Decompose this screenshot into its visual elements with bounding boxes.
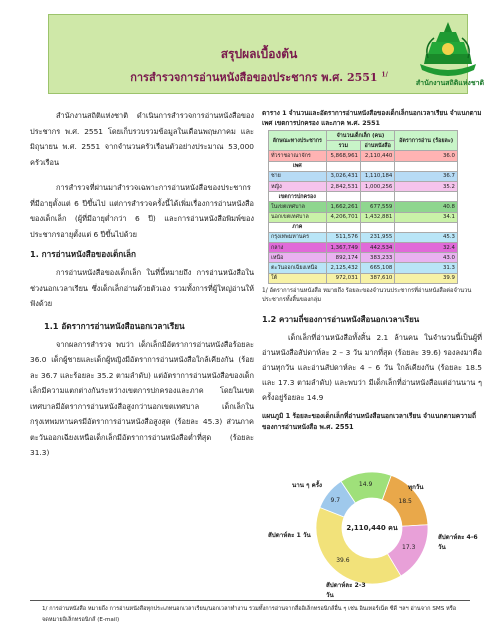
table-row xyxy=(269,243,458,253)
right-column xyxy=(262,108,482,433)
table-cell-rate: 32.4 xyxy=(395,243,458,253)
pie-value-label: 17.3 xyxy=(402,544,416,552)
table-cell-label: นอกเขตเทศบาล xyxy=(269,212,327,222)
table-header-group: จำนวนเด็กเล็ก (คน) xyxy=(326,131,395,141)
table-cell-label: เขตการปกครอง xyxy=(269,192,327,202)
table-cell-read xyxy=(360,222,394,232)
figure-caption: แผนภูมิ 1 ร้อยละของเด็กเล็กที่อ่านหนังสือนอกเวลาเรียน จำแนกตามความถี่ของการอ่านหนังสือ พ.ศ. 2551 xyxy=(262,411,476,431)
table-cell-label: เพศ xyxy=(269,161,327,171)
table-cell-total xyxy=(326,192,360,202)
pie-category-label: ทุกวัน xyxy=(408,484,424,491)
pie-value-label: 9.7 xyxy=(330,496,341,504)
table-row xyxy=(269,181,458,191)
pie-category-label: สัปดาห์ละ 2-3 วัน xyxy=(326,582,366,599)
table-header-read: อ่านหนังสือ xyxy=(360,141,394,151)
intro-paragraph: สำนักงานสถิติแห่งชาติ ดำเนินการสำรวจการอ่านหนังสือของประชากร พ.ศ. 2551 โดยเก็บรวบรวมข้อมูลในเดือนพฤษภาคม และมิถุนายน พ.ศ. 2551 จากจำนวนครัวเรือนตัวอย่างประมาณ 53,000 ครัวเรือน xyxy=(30,111,254,167)
table-cell-rate: 40.8 xyxy=(395,202,458,212)
table-cell-label: กรุงเทพมหานคร xyxy=(269,232,327,242)
table-header-characteristic: ลักษณะทางประชากร xyxy=(269,131,327,151)
pie-category-label: นาน ๆ ครั้ง xyxy=(292,482,323,489)
table-cell-label: ตะวันออกเฉียงเหนือ xyxy=(269,263,327,273)
table-row xyxy=(269,151,458,161)
table-cell-read: 677,559 xyxy=(360,202,394,212)
table-cell-read xyxy=(360,192,394,202)
table-cell-read: 383,233 xyxy=(360,253,394,263)
table-cell-read: 1,432,881 xyxy=(360,212,394,222)
table-cell-label: ภาค xyxy=(269,222,327,232)
pie-category-label: สัปดาห์ละ 4-6 วัน xyxy=(438,534,478,551)
table-cell-total: 511,576 xyxy=(326,232,360,242)
table-cell-read: 387,610 xyxy=(360,273,394,283)
table-cell-rate: 35.2 xyxy=(395,181,458,191)
table-header-rate: อัตราการอ่าน (ร้อยละ) xyxy=(395,131,458,151)
title-band xyxy=(48,14,468,94)
table-cell-total: 4,206,701 xyxy=(326,212,360,222)
table-section-row xyxy=(269,161,458,171)
table-header-total: รวม xyxy=(326,141,360,151)
table-cell-read: 1,000,256 xyxy=(360,181,394,191)
table-cell-read: 1,110,184 xyxy=(360,171,394,181)
table-row xyxy=(269,263,458,273)
table-row xyxy=(269,273,458,283)
table-cell-total: 1,367,749 xyxy=(326,243,360,253)
reading-rate-table xyxy=(268,130,458,284)
table-cell-total: 972,031 xyxy=(326,273,360,283)
table-cell-read: 231,955 xyxy=(360,232,394,242)
section-heading-1-1: 1.1 อัตราการอ่านหนังสือนอกเวลาเรียน xyxy=(44,320,185,331)
table-row xyxy=(269,171,458,181)
pie-value-label: 14.9 xyxy=(358,481,373,489)
table-cell-rate xyxy=(395,192,458,202)
pie-chart-area xyxy=(262,456,482,599)
section-heading-1: 1. การอ่านหนังสือของเด็กเล็ก xyxy=(30,249,136,259)
table-cell-read: 2,110,440 xyxy=(360,151,394,161)
pie-value-label: 18.5 xyxy=(398,498,412,506)
table-cell-rate: 34.1 xyxy=(395,212,458,222)
table-cell-read xyxy=(360,161,394,171)
document-subtitle xyxy=(49,68,469,86)
table-cell-label: ใต้ xyxy=(269,273,327,283)
left-column xyxy=(30,108,254,461)
table-cell-total: 2,125,432 xyxy=(326,263,360,273)
document-title: สรุปผลเบื้องต้น xyxy=(220,47,298,61)
intro-paragraph-2: การสำรวจที่ผ่านมาสำรวจเฉพาะการอ่านหนังสือของประชากรที่มีอายุตั้งแต่ 6 ปีขึ้นไป แต่การสำรวจครั้งนี้ได้เพิ่มเรื่องการอ่านหนังสือของเด็กเล็ก (ผู้ที่มีอายุต่ำกว่า 6 ปี) และการอ่านหนังสือพิมพ์ของประชากรอายุตั้งแต่ 6 ปีขึ้นไปด้วย xyxy=(30,183,254,239)
pie-center-label: 2,110,440 คน xyxy=(346,524,398,532)
section-1-1-paragraph: จากผลการสำรวจ พบว่า เด็กเล็กมีอัตราการอ่านหนังสือร้อยละ 36.0 เด็กผู้ชายและเด็กผู้หญิงมีอัตราการอ่านหนังสือใกล้เคียงกัน (ร้อยละ 36.7 และร้อยละ 35.2 ตามลำดับ) แต่อัตราการอ่านหนังสือของเด็กเล็กมีความแตกต่างกันระหว่างเขตการปกครองและภาค โดยในเขตเทศบาลมีอัตราการอ่านหนังสือสูงกว่านอกเขตเทศบาล เด็กเล็กในกรุงเทพมหานครมีอัตราการอ่านหนังสือสูงสุด (ร้อยละ 45.3) ส่วนภาคตะวันออกเฉียงเหนือเด็กเล็กมีอัตราการอ่านหนังสือต่ำที่สุด (ร้อยละ 31.3) xyxy=(30,339,254,457)
table-cell-total: 2,842,531 xyxy=(326,181,360,191)
table-cell-label: ทั่วราชอาณาจักร xyxy=(269,151,327,161)
logo-caption: สำนักงานสถิติแห่งชาติ xyxy=(415,79,485,87)
table-cell-total: 3,026,431 xyxy=(326,171,360,181)
section-1-2-paragraph: เด็กเล็กที่อ่านหนังสือทั้งสิ้น 2.1 ล้านคน ในจำนวนนี้เป็นผู้ที่อ่านหนังสือสัปดาห์ละ 2 – 3 วัน มากที่สุด (ร้อยละ 39.6) รองลงมาคือ อ่านทุกวัน และอ่านสัปดาห์ละ 4 – 6 วัน ใกล้เคียงกัน (ร้อยละ 18.5 และ 17.3 ตามลำดับ) และพบว่า มีเด็กเล็กที่อ่านหนังสือแต่อ่านนาน ๆ ครั้งอยู่ร้อยละ 14.9 xyxy=(262,332,482,402)
table-note: 1/ อัตราการอ่านหนังสือ หมายถึง ร้อยละของจำนวนประชากรที่อ่านหนังสือต่อจำนวนประชากรทั้งสิ้นของกลุ่ม xyxy=(262,287,472,303)
table-cell-label: ในเขตเทศบาล xyxy=(269,202,327,212)
table-cell-label: เหนือ xyxy=(269,253,327,263)
table-cell-rate: 45.3 xyxy=(395,232,458,242)
footer-divider xyxy=(30,600,470,601)
table-cell-total: 1,662,261 xyxy=(326,202,360,212)
table-section-row xyxy=(269,222,458,232)
table-cell-total: 892,174 xyxy=(326,253,360,263)
table-cell-total: 5,868,961 xyxy=(326,151,360,161)
pie-category-label: สัปดาห์ละ 1 วัน xyxy=(268,532,311,539)
table-cell-read: 442,534 xyxy=(360,243,394,253)
table-cell-rate: 36.7 xyxy=(395,171,458,181)
table-cell-rate: 36.0 xyxy=(395,151,458,161)
table-cell-total xyxy=(326,222,360,232)
section-heading-1-2: 1.2 ความถี่ของการอ่านหนังสือนอกเวลาเรียน xyxy=(262,314,420,324)
table-body xyxy=(269,151,458,283)
title-footnote-mark: 1/ xyxy=(381,71,388,79)
table-cell-rate: 43.0 xyxy=(395,253,458,263)
table-cell-rate: 31.3 xyxy=(395,263,458,273)
table-row xyxy=(269,253,458,263)
table-cell-read: 665,108 xyxy=(360,263,394,273)
table-row xyxy=(269,212,458,222)
footnote: 1/ การอ่านหนังสือ หมายถึง การอ่านหนังสือทุกประเภทนอกเวลาเรียน/นอกเวลาทำงาน รวมทั้งการอ่านจากสื่ออิเล็กทรอนิกส์อื่น ๆ เช่น อินเทอร์เน็ต ซีดี ฯลฯ อ่านจาก SMS หรือ จดหมายอิเล็กทรอนิกส์ (E-mail) xyxy=(42,606,457,623)
table-cell-label: ชาย xyxy=(269,171,327,181)
table-cell-rate xyxy=(395,161,458,171)
table-row xyxy=(269,232,458,242)
table-cell-total xyxy=(326,161,360,171)
pie-value-label: 39.6 xyxy=(336,556,350,564)
table-row xyxy=(269,202,458,212)
table-section-row xyxy=(269,192,458,202)
table-cell-rate: 39.9 xyxy=(395,273,458,283)
subtitle-text: การสำรวจการอ่านหนังสือของประชากร พ.ศ. 2551 xyxy=(130,71,378,84)
table-cell-rate xyxy=(395,222,458,232)
section-1-paragraph: การอ่านหนังสือของเด็กเล็ก ในที่นี้หมายถึง การอ่านหนังสือในช่วงนอกเวลาเรียน ซึ่งเด็กเล็กอ่านด้วยตัวเอง รวมทั้งการที่ผู้ใหญ่อ่านให้ฟังด้วย xyxy=(30,268,254,308)
table-cell-label: กลาง xyxy=(269,243,327,253)
table-caption: ตาราง 1 จำนวนและอัตราการอ่านหนังสือของเด็กเล็กนอกเวลาเรียน จำแนกตามเพศ เขตการปกครอง และภาค พ.ศ. 2551 xyxy=(262,109,482,127)
table-cell-label: หญิง xyxy=(269,181,327,191)
